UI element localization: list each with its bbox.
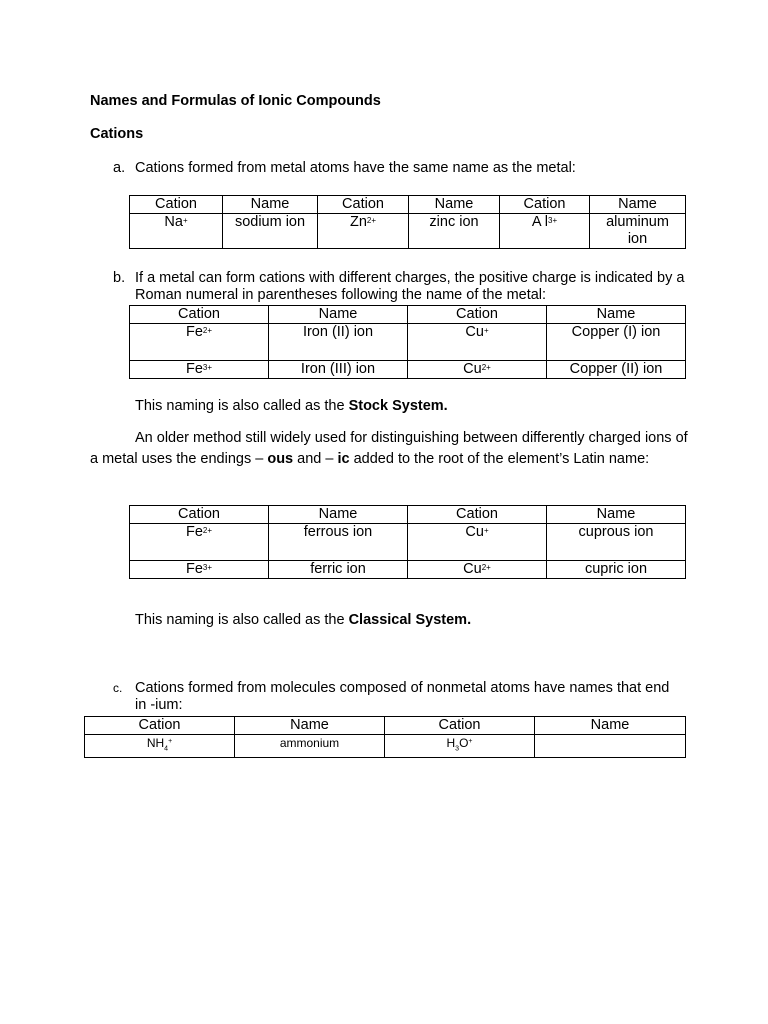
ion-charge: + [168,738,173,745]
paragraph-text: An older method still widely used for distinguishing between differently charged ions of a metal uses the endings – [90,430,688,467]
ion-symbol: Cu [465,524,484,540]
cation-cell [130,361,269,379]
table-row [130,361,686,379]
header-cell: Name [269,306,408,324]
item-c-text: Cations formed from molecules composed of nonmetal atoms have names that end in -ium: [135,680,670,713]
note-term: Classical System. [348,612,472,628]
name-cell: Copper (II) ion [547,361,686,379]
header-cell: Cation [130,306,269,324]
ion-charge: 2+ [202,526,213,535]
older-method-paragraph [90,428,690,470]
header-cell: Name [235,717,385,735]
cation-cell [85,735,235,758]
header-cell: Cation [385,717,535,735]
table-row [130,561,686,579]
ion-symbol: A l [531,214,548,230]
ion-charge: 2+ [481,563,491,572]
item-b-marker: b. [113,270,126,286]
ion-symbol: Fe [185,561,203,577]
ion-charge: 2+ [202,326,213,335]
header-cell: Name [223,196,318,214]
header-cell: Cation [130,196,223,214]
table-header-row [130,196,686,214]
paragraph-text: and – [293,451,338,467]
ion-symbol: NH [146,736,165,750]
cation-cell [130,214,223,249]
ion-symbol: Fe [185,361,203,377]
name-cell: Iron (III) ion [269,361,408,379]
ion-symbol: Fe [185,324,203,340]
ion-symbol: Cu [463,361,482,377]
cation-cell [130,324,269,361]
name-cell: cupric ion [547,561,686,579]
item-a-marker: a. [113,160,126,176]
cation-cell [408,524,547,561]
polyatomic-cation-table [84,716,686,758]
table-header-row [130,506,686,524]
suffix-ic: ic [337,451,350,467]
header-cell: Cation [408,306,547,324]
cation-cell [385,735,535,758]
header-cell: Cation [500,196,590,214]
ion-charge: + [483,326,489,335]
table-header-row [85,717,686,735]
classical-system-note [135,610,471,631]
name-cell: sodium ion [223,214,318,249]
cation-cell [318,214,409,249]
name-cell: zinc ion [409,214,500,249]
note-text: This naming is also called as the [135,398,349,414]
document-title: Names and Formulas of Ionic Compounds [90,93,381,109]
name-cell: Iron (II) ion [269,324,408,361]
name-cell [535,735,686,758]
ion-symbol: Fe [185,524,203,540]
header-cell: Cation [85,717,235,735]
ion-subscript: 3 [455,745,460,753]
ion-subscript: 4 [164,745,169,753]
ion-charge: + [182,216,188,225]
header-cell: Name [409,196,500,214]
metal-cation-table [129,195,686,249]
ion-charge: 3+ [548,216,558,225]
header-cell: Cation [130,506,269,524]
header-cell: Cation [408,506,547,524]
table-header-row [130,306,686,324]
ion-symbol: O [459,736,469,750]
name-cell: Copper (I) ion [547,324,686,361]
section-heading: Cations [90,126,144,142]
cation-cell [408,561,547,579]
header-cell: Name [535,717,686,735]
cation-cell [408,324,547,361]
name-cell: ferric ion [269,561,408,579]
table-row [130,324,686,361]
table-row [85,735,686,758]
ion-charge: 2+ [481,363,491,372]
name-cell: ammonium [235,735,385,758]
ion-charge: 3+ [202,363,213,372]
note-text: This naming is also called as the [135,612,349,628]
cation-cell [500,214,590,249]
ion-symbol: H [446,736,456,750]
table-row [130,214,686,249]
ion-symbol: Cu [465,324,484,340]
cation-cell [408,361,547,379]
ion-charge: + [483,526,489,535]
ion-symbol: Zn [349,214,367,230]
name-cell: aluminum ion [590,214,686,249]
cation-cell [130,524,269,561]
ion-charge: + [468,738,473,745]
table-row [130,524,686,561]
stock-system-table [129,305,686,379]
paragraph-text: added to the root of the element’s Latin name: [349,451,650,467]
name-cell: cuprous ion [547,524,686,561]
classical-system-table [129,505,686,579]
cation-cell [130,561,269,579]
item-a-text: Cations formed from metal atoms have the same name as the metal: [135,160,576,176]
item-b-text: If a metal can form cations with different charges, the positive charge is indicated by a Roman numeral in parentheses following the name of the metal: [135,270,685,303]
name-cell: ferrous ion [269,524,408,561]
suffix-ous: ous [267,451,294,467]
item-c-marker: c. [113,681,123,695]
header-cell: Name [590,196,686,214]
header-cell: Name [269,506,408,524]
ion-symbol: Cu [463,561,482,577]
note-term: Stock System. [348,398,448,414]
header-cell: Cation [318,196,409,214]
header-cell: Name [547,506,686,524]
ion-charge: 3+ [202,563,213,572]
stock-system-note [135,396,448,417]
header-cell: Name [547,306,686,324]
ion-charge: 2+ [366,216,377,225]
ion-symbol: Na [164,214,183,230]
